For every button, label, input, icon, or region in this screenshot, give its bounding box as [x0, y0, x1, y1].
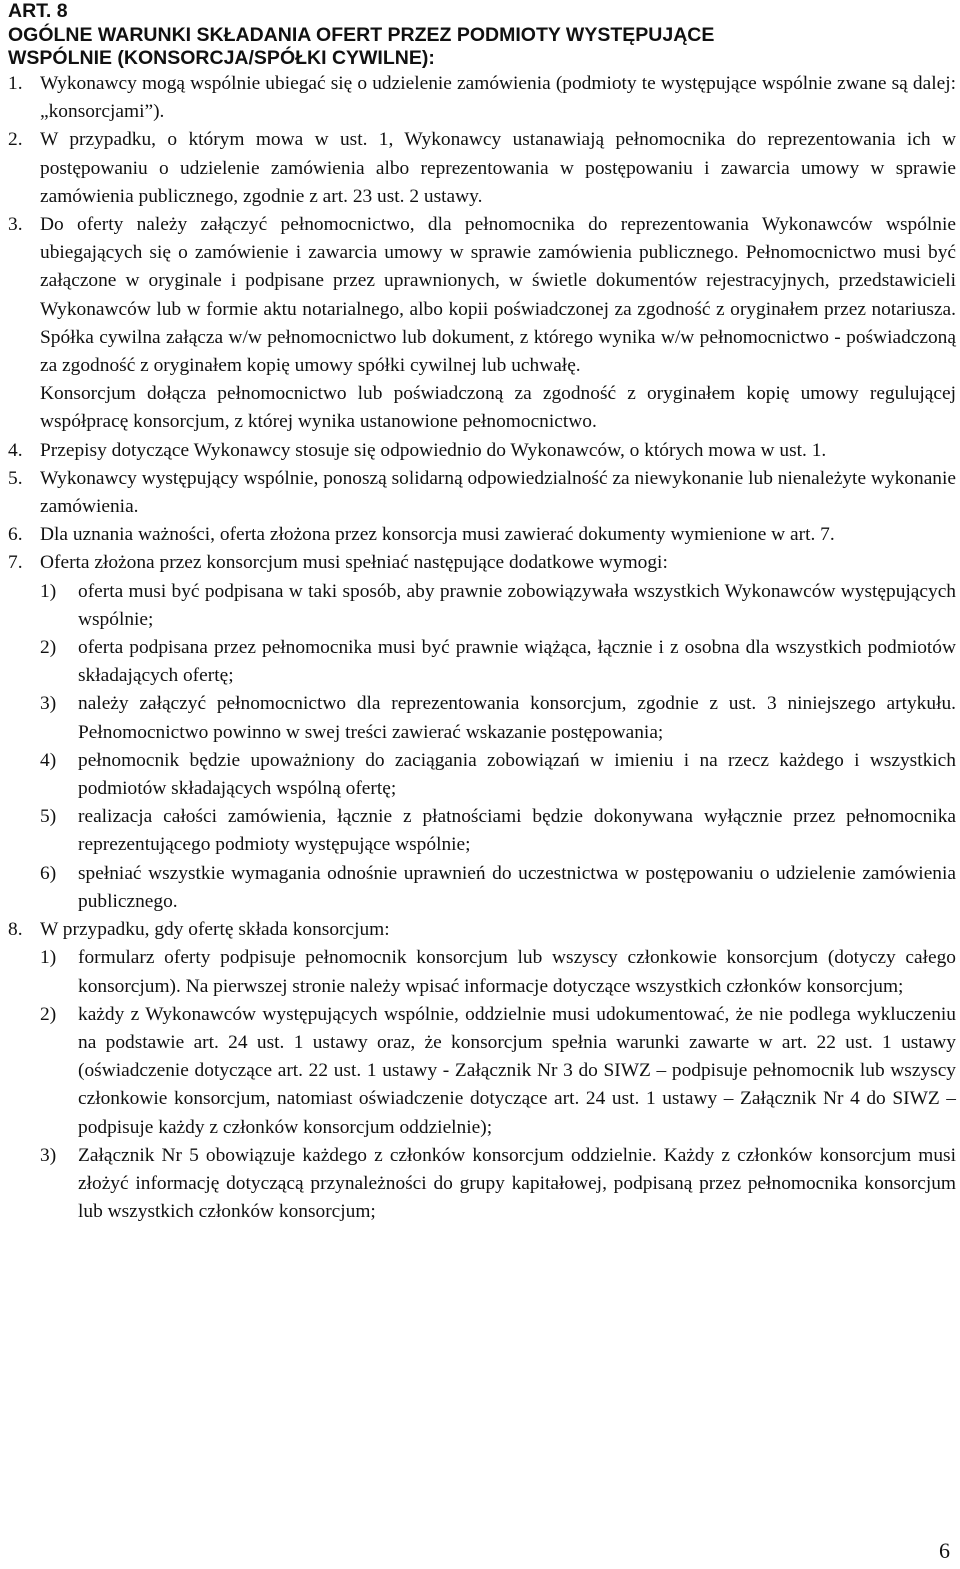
sub-item-number: 3) — [40, 693, 57, 715]
sub-list-item — [8, 747, 956, 803]
list-item — [8, 916, 956, 944]
sub-list-item — [8, 578, 956, 634]
list-item — [8, 465, 956, 521]
item-text: W przypadku, o którym mowa w ust. 1, Wykonawcy ustanawiają pełnomocnika do reprezentowania ich w postępowaniu o udzielenie zamówienia albo reprezentowania w postępowaniu i zawarcia umowy w sprawie zamówienia publicznego, zgodnie z art. 23 ust. 2 ustawy. — [40, 129, 956, 207]
sub-item-text: oferta musi być podpisana w taki sposób, aby prawnie zobowiązywała wszystkich Wykonawców występujących wspólnie; — [78, 580, 956, 630]
sub-item-number: 2) — [40, 1003, 57, 1025]
item-text: Dla uznania ważności, oferta złożona przez konsorcja musi zawierać dokumenty wymienione w art. 7. — [40, 524, 835, 546]
sub-item-number: 5) — [40, 806, 57, 828]
sub-list-item — [8, 1142, 956, 1227]
sub-list-item — [8, 944, 956, 1000]
item-number: 6. — [8, 524, 23, 546]
sub-item-text: Załącznik Nr 5 obowiązuje każdego z członków konsorcjum oddzielnie. Każdy z członków konsorcjum musi złożyć informację dotyczącą przynależności do grupy kapitałowej, podpisaną przez pełnomocnika konsorcjum lub wszystkich członków konsorcjum; — [78, 1144, 956, 1223]
article-title-line-2: WSPÓLNIE (KONSORCJA/SPÓŁKI CYWILNE): — [8, 47, 435, 69]
list-item — [8, 521, 956, 549]
sub-item-text: pełnomocnik będzie upoważniony do zaciągania zobowiązań w imieniu i na rzecz każdego i wszystkich podmiotów składających wspólną ofertę; — [78, 749, 956, 800]
list-item — [8, 70, 956, 126]
list-item — [8, 437, 956, 465]
sub-item-text: formularz oferty podpisuje pełnomocnik konsorcjum lub wszyscy członkowie konsorcjum (dotyczy całego konsorcjum). Na pierwszej stronie należy wpisać informacje dotyczące wszystkich członków konsorcjum; — [78, 947, 956, 997]
sub-item-number: 4) — [40, 749, 57, 771]
item-text: Do oferty należy załączyć pełnomocnictwo, dla pełnomocnika do reprezentowania Wykonawców wspólnie ubiegających się o zamówienie i zawarcia umowy w sprawie zamówienia publicznego. Pełnomocnictwo musi być załączone w oryginale i podpisane przez uprawnionych, w świetle dokumentów rejestracyjnych, przedstawicieli Wykonawców lub w formie aktu notarialnego, albo kopii poświadczonej za zgodność z oryginałem przez notariusza. Spółka cywilna załącza w/w pełnomocnictwo lub dokument, z którego wynika w/w pełnomocnictwo - poświadczoną za zgodność z oryginałem kopię umowy spółki cywilnej lub uchwałę. — [40, 214, 956, 377]
item-number: 3. — [8, 214, 23, 236]
item-number: 4. — [8, 439, 23, 461]
item-number: 1. — [8, 73, 23, 94]
page-number: 6 — [939, 1538, 950, 1563]
article-number: ART. 8 — [8, 0, 68, 22]
article-title-line-1: OGÓLNE WARUNKI SKŁADANIA OFERT PRZEZ PODMIOTY WYSTĘPUJĄCE — [8, 24, 715, 46]
document-page — [8, 0, 956, 1569]
sub-item-text: spełniać wszystkie wymagania odnośnie uprawnień do uczestnictwa w postępowaniu o udzielenie zamówienia publicznego. — [78, 862, 956, 912]
list-item — [8, 126, 956, 211]
sub-item-number: 1) — [40, 947, 57, 969]
sub-item-number: 2) — [40, 637, 57, 659]
item-text: Przepisy dotyczące Wykonawcy stosuje się odpowiednio do Wykonawców, o których mowa w ust. 1. — [40, 439, 827, 461]
item-text: Oferta złożona przez konsorcjum musi spełniać następujące dodatkowe wymogi: — [40, 552, 668, 574]
item-number: 7. — [8, 552, 23, 574]
item-number: 5. — [8, 467, 23, 489]
item-text: Wykonawcy mogą wspólnie ubiegać się o udzielenie zamówienia (podmioty te występujące wspólnie zwane są dalej: „konsorcjami”). — [40, 73, 956, 123]
article-body — [8, 70, 956, 1226]
sub-list-item — [8, 1001, 956, 1142]
sub-item-text: realizacja całości zamówienia, łącznie z płatnościami będzie dokonywana wyłącznie przez pełnomocnika reprezentującego podmioty występujące wspólnie; — [78, 806, 956, 856]
item-number: 8. — [8, 919, 23, 941]
item-3-continuation: Konsorcjum dołącza pełnomocnictwo lub poświadczoną za zgodność z oryginałem kopię umowy regulującej współpracę konsorcjum, z której wynika ustanowione pełnomocnictwo. — [40, 383, 956, 433]
sub-item-text: każdy z Wykonawców występujących wspólnie, oddzielnie musi udokumentować, że nie podlega wykluczeniu na podstawie art. 24 ust. 1 ustawy oraz, że konsorcjum spełnia warunki zawarte w art. 22 ust. 1 ustawy (oświadczenie dotyczące art. 22 ust. 1 ustawy - Załącznik Nr 3 do SIWZ – podpisuje pełnomocnik lub wszyscy członkowie konsorcjum, natomiast oświadczenie dotyczące art. 24 ust. 1 ustawy – Załącznik Nr 4 do SIWZ – podpisuje każdy z członków konsorcjum oddzielnie); — [78, 1003, 956, 1138]
sub-item-number: 3) — [40, 1144, 57, 1166]
sub-item-number: 1) — [40, 580, 57, 602]
sub-item-number: 6) — [40, 862, 57, 884]
sub-list-item — [8, 860, 956, 916]
sub-list-item — [8, 690, 956, 746]
sub-list-item — [8, 803, 956, 859]
item-text: W przypadku, gdy ofertę składa konsorcjum: — [40, 919, 390, 941]
item-text: Wykonawcy występujący wspólnie, ponoszą solidarną odpowiedzialność za niewykonanie lub nienależyte wykonanie zamówienia. — [40, 467, 956, 518]
sub-list-item — [8, 634, 956, 690]
article-heading — [8, 0, 956, 70]
list-item — [8, 211, 956, 380]
item-number: 2. — [8, 129, 23, 151]
list-item — [8, 549, 956, 577]
sub-item-text: należy załączyć pełnomocnictwo dla reprezentowania konsorcjum, zgodnie z ust. 3 niniejszego artykułu. Pełnomocnictwo powinno w swej treści zawierać wskazanie postępowania; — [78, 693, 956, 743]
sub-item-text: oferta podpisana przez pełnomocnika musi być prawnie wiążąca, łącznie i z osobna dla wszystkich podmiotów składających ofertę; — [78, 637, 956, 687]
